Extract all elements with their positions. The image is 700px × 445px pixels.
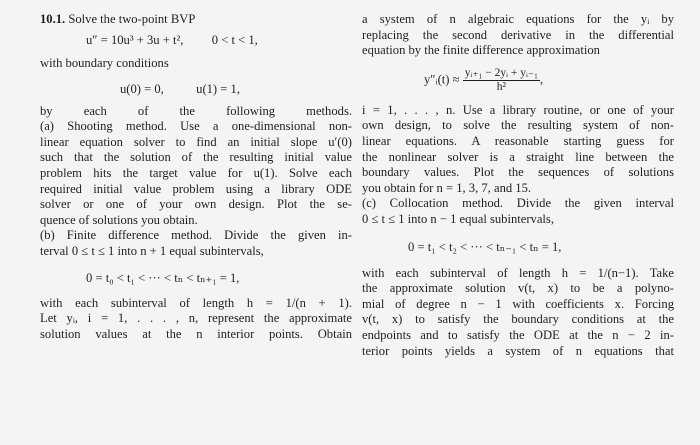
text-line: by each of the following methods. [40, 103, 352, 118]
text-line: v(t, x) to satisfy the boundary conditions at the [362, 312, 674, 327]
text-line: i = 1, . . . , n. Use a library routine, or one of your [362, 102, 674, 117]
text-line: boundary values. Plot the sequences of solutions [362, 165, 674, 180]
problem-number: 10.1. [40, 12, 66, 26]
text-line: mial of degree n − 1 with coefficients x. Forcing [362, 296, 674, 311]
text-line: replacing the second derivative in the differential [362, 27, 674, 42]
grid-equation: 0 = t₀ < t₁ < ··· < tₙ < tₙ₊₁ = 1, [86, 270, 240, 285]
text-line: (a) Shooting method. Use a one-dimensional non- [40, 119, 352, 134]
text-line: Let yᵢ, i = 1, . . . , n, represent the approximate [40, 311, 352, 326]
text-line: (c) Collocation method. Divide the given interval [362, 196, 674, 211]
text-line: with each subinterval of length h = 1/(n + 1). [40, 295, 352, 310]
text-line: such that the solution of the resulting initial value [40, 150, 352, 165]
text-line: solution values at the n interior points. Obtain [40, 326, 352, 341]
text-line: required initial value problem using a library ODE [40, 181, 352, 196]
fd-lhs: y″ᵢ(t) ≈ [424, 72, 460, 87]
fd-fraction [463, 67, 540, 94]
text-line: linear equation solver to find an initial slope u′(0) [40, 134, 352, 149]
collocation-grid-equation: 0 = t₁ < t₂ < ··· < tₙ₋₁ < tₙ = 1, [408, 239, 562, 254]
text-line: linear equations. A reasonable starting guess for [362, 133, 674, 148]
text-line: terval 0 ≤ t ≤ 1 into n + 1 equal subintervals, [40, 243, 264, 258]
text-line: endpoints and to satisfy the ODE at the n − 2 in- [362, 327, 674, 342]
text-line: equation by the finite difference approximation [362, 43, 600, 58]
bc-left: u(0) = 0, [120, 81, 164, 96]
fd-denominator: h² [496, 80, 506, 93]
text-line: quence of solutions you obtain. [40, 212, 198, 227]
text-line: a system of n algebraic equations for the yᵢ by [362, 12, 674, 26]
text-line: 0 ≤ t ≤ 1 into n − 1 equal subintervals, [362, 211, 554, 226]
ode-domain: 0 < t < 1, [211, 32, 258, 47]
text-line: with each subinterval of length h = 1/(n−1). Take [362, 265, 674, 280]
bc-right: u(1) = 1, [196, 81, 240, 96]
text-line: solver or one of your own design. Plot the se- [40, 197, 352, 212]
ode: u″ = 10u³ + 3u + t², [86, 32, 184, 47]
bc-intro: with boundary conditions [40, 55, 169, 70]
text-line: own design, to solve the resulting system of non- [362, 118, 674, 133]
text-line: you obtain for n = 1, 3, 7, and 15. [362, 180, 532, 195]
text-line: (b) Finite difference method. Divide the given in- [40, 228, 352, 243]
fd-comma: , [540, 72, 544, 87]
text-line: the nonlinear solver is a straight line between the [362, 149, 674, 164]
finite-difference-formula [362, 67, 674, 97]
text-line: terior points yields a system of n equations that [362, 343, 674, 358]
ode-equation [40, 28, 352, 52]
left-column [40, 12, 352, 342]
fd-numerator: yᵢ₊₁ − 2yᵢ + yᵢ₋₁ [464, 66, 538, 79]
text-line: the approximate solution v(t, x) to be a polyno- [362, 281, 674, 296]
problem-intro: Solve the two-point BVP [68, 12, 196, 26]
problem-heading [40, 12, 352, 28]
text-line: problem hits the target value for u(1). Solve each [40, 165, 352, 180]
right-column [362, 12, 674, 359]
boundary-conditions [40, 74, 352, 104]
